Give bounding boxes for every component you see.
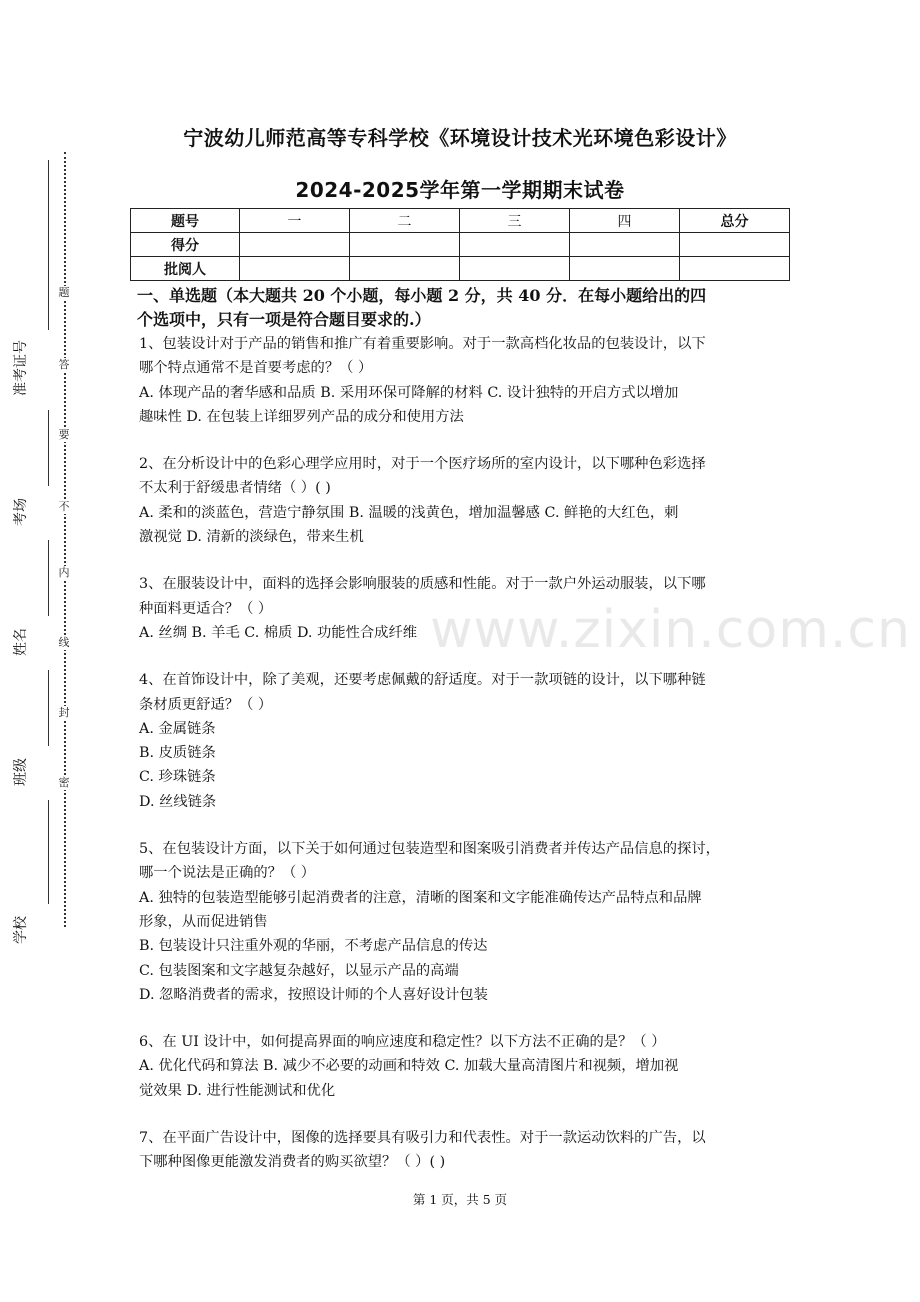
- seal-char: 密: [58, 776, 70, 789]
- question-line: D. 丝线链条: [139, 793, 217, 810]
- reviewer-row: [131, 257, 790, 281]
- question-1: [139, 332, 791, 429]
- section-heading-line: 一、单选题（本大题共 20 个小题，每小题 2 分，共 40 分．在每小题给出的四: [137, 286, 707, 305]
- question-line: 觉效果 D. 进行性能测试和优化: [139, 1082, 336, 1099]
- question-line: A. 体现产品的奢华感和品质 B. 采用环保可降解的材料 C. 设计独特的开启方式以增加: [139, 384, 679, 401]
- question-line: 激视觉 D. 清新的淡绿色，带来生机: [139, 529, 364, 546]
- score-table: [130, 208, 790, 281]
- header-cell: 总分: [680, 209, 790, 233]
- school-field[interactable]: [14, 800, 54, 946]
- seal-char: 封: [58, 706, 70, 719]
- reviewer-cell[interactable]: [460, 257, 570, 281]
- header-cell: 题号: [131, 209, 240, 233]
- header-cell: 一: [240, 209, 350, 233]
- field-underline: [48, 670, 49, 746]
- section-heading: [137, 284, 791, 332]
- field-underline: [48, 410, 49, 486]
- field-label: 学校: [13, 916, 29, 944]
- score-cell[interactable]: [570, 233, 680, 257]
- reviewer-cell[interactable]: [680, 257, 790, 281]
- exam-title: 宁波幼儿师范高等专科学校《环境设计技术光环境色彩设计》: [183, 126, 737, 150]
- score-cell[interactable]: [460, 233, 570, 257]
- question-line: 形象，从而促进销售: [139, 913, 268, 930]
- name-field[interactable]: [14, 540, 54, 658]
- score-cell[interactable]: [350, 233, 460, 257]
- row-label: 批阅人: [131, 257, 240, 281]
- question-line: 哪一个说法是正确的？（ ）: [139, 865, 316, 882]
- exam-number-field[interactable]: [14, 160, 54, 400]
- question-line: 哪个特点通常不是首要考虑的？（ ）: [139, 360, 373, 377]
- question-line: 种面料更适合？（ ）: [139, 600, 273, 617]
- question-line: A. 柔和的淡蓝色，营造宁静氛围 B. 温暖的浅黄色，增加温馨感 C. 鲜艳的大红色，刺: [139, 504, 679, 521]
- question-line: 趣味性 D. 在包装上详细罗列产品的成分和使用方法: [139, 408, 464, 425]
- question-line: A. 优化代码和算法 B. 减少不必要的动画和特效 C. 加载大量高清图片和视频，增加视: [139, 1058, 679, 1075]
- question-line: B. 皮质链条: [139, 745, 216, 762]
- question-line: 1、包装设计对于产品的销售和推广有着重要影响。对于一款高档化妆品的包装设计，以下: [139, 336, 706, 352]
- section-heading-line: 个选项中，只有一项是符合题目要求的.）: [137, 310, 431, 329]
- page-footer: 第 1 页，共 5 页: [412, 1192, 508, 1207]
- question-line: A. 独特的包装造型能够引起消费者的注意，清晰的图案和文字能准确传达产品特点和品牌: [139, 889, 702, 906]
- field-label: 准考证号: [13, 340, 29, 396]
- question-6: [139, 1030, 791, 1103]
- question-line: B. 包装设计只注重外观的华丽，不考虑产品信息的传达: [139, 938, 488, 955]
- reviewer-cell[interactable]: [240, 257, 350, 281]
- question-5: [139, 837, 791, 1007]
- question-line: 2、在分析设计中的色彩心理学应用时，对于一个医疗场所的室内设计，以下哪种色彩选择: [139, 456, 706, 473]
- question-line: 6、在 UI 设计中，如何提高界面的响应速度和稳定性？以下方法不正确的是？（ ）: [139, 1034, 666, 1051]
- exam-subtitle: 2024-2025学年第一学期期末试卷: [295, 178, 625, 202]
- reviewer-cell[interactable]: [570, 257, 680, 281]
- question-7: [139, 1126, 791, 1175]
- field-underline: [48, 800, 49, 904]
- field-label: 考场: [13, 498, 29, 526]
- header-cell: 二: [350, 209, 460, 233]
- question-line: 5、在包装设计方面，以下关于如何通过包装造型和图案吸引消费者并传达产品信息的探讨，: [139, 841, 720, 858]
- row-label: 得分: [131, 233, 240, 257]
- question-line: C. 珍珠链条: [139, 769, 216, 786]
- score-table-header-row: [131, 209, 790, 233]
- question-line: A. 丝绸 B. 羊毛 C. 棉质 D. 功能性合成纤维: [139, 624, 418, 641]
- watermark: www.zixin.com.cn: [430, 600, 911, 660]
- seal-char: 线: [58, 636, 70, 649]
- class-field[interactable]: [14, 670, 54, 788]
- score-cell[interactable]: [680, 233, 790, 257]
- question-line: A. 金属链条: [139, 720, 216, 737]
- question-2: [139, 452, 791, 549]
- header-cell: 四: [570, 209, 680, 233]
- question-4: [139, 668, 791, 814]
- seal-char: 内: [58, 566, 70, 579]
- reviewer-cell[interactable]: [350, 257, 460, 281]
- seal-char: 要: [58, 428, 70, 441]
- field-underline: [48, 540, 49, 616]
- question-line: C. 包装图案和文字越复杂越好，以显示产品的高端: [139, 962, 459, 979]
- question-line: D. 忽略消费者的需求，按照设计师的个人喜好设计包装: [139, 986, 488, 1003]
- seal-char: 不: [58, 500, 70, 513]
- question-line: 下哪种图像更能激发消费者的购买欲望？（ ）( ): [139, 1154, 446, 1171]
- field-label: 班级: [13, 758, 29, 786]
- seal-dotted-line: [64, 152, 66, 927]
- header-cell: 三: [460, 209, 570, 233]
- question-line: 条材质更舒适？（ ）: [139, 696, 273, 713]
- seal-char: 答: [58, 358, 70, 371]
- score-row: [131, 233, 790, 257]
- exam-room-field[interactable]: [14, 410, 54, 528]
- question-line: 3、在服装设计中，面料的选择会影响服装的质感和性能。对于一款户外运动服装，以下哪: [139, 576, 706, 593]
- field-underline: [48, 160, 49, 330]
- question-line: 不太利于舒缓患者情绪（ ）( ): [139, 480, 331, 497]
- field-label: 姓名: [13, 628, 29, 656]
- question-line: 4、在首饰设计中，除了美观，还要考虑佩戴的舒适度。对于一款项链的设计，以下哪种链: [139, 672, 706, 689]
- question-line: 7、在平面广告设计中，图像的选择要具有吸引力和代表性。对于一款运动饮料的广告，以: [139, 1130, 706, 1147]
- score-cell[interactable]: [240, 233, 350, 257]
- exam-content: [139, 284, 791, 1175]
- seal-char: 题: [58, 286, 70, 299]
